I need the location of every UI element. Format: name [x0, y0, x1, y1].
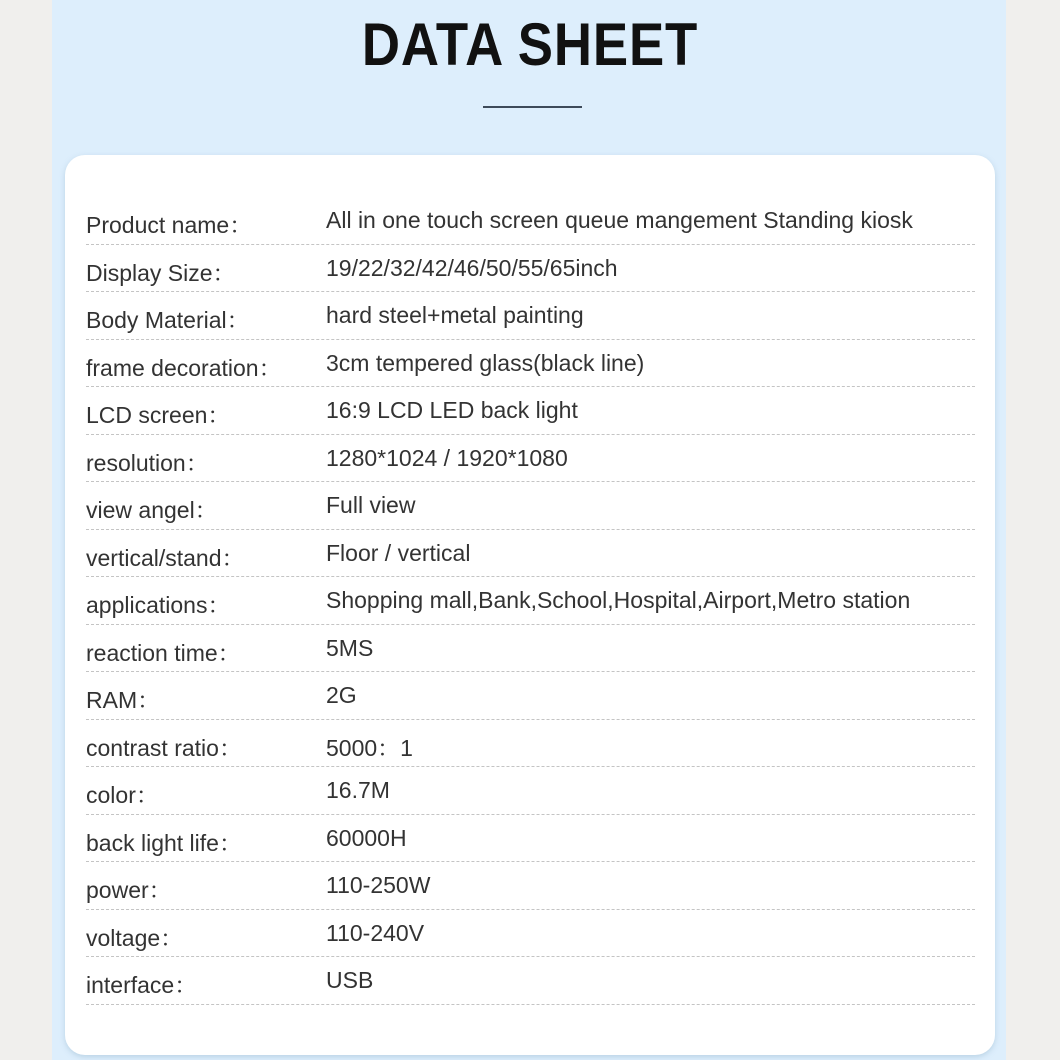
- spec-row: [86, 530, 975, 578]
- spec-row: [86, 387, 975, 435]
- spec-row: [86, 815, 975, 863]
- spec-label: color：: [86, 782, 159, 808]
- spec-table: [86, 197, 975, 1005]
- spec-value: 19/22/32/42/46/50/55/65inch: [326, 254, 618, 281]
- spec-value: 5000：1: [326, 734, 413, 761]
- spec-row: [86, 340, 975, 388]
- spec-label: Body Material：: [86, 307, 250, 333]
- spec-value: 110-240V: [326, 919, 425, 946]
- spec-label: vertical/stand：: [86, 544, 245, 571]
- spec-row: [86, 672, 975, 720]
- spec-label: resolution：: [86, 449, 209, 476]
- page-title: DATA SHEET: [361, 11, 699, 78]
- spec-label: RAM：: [86, 687, 161, 713]
- spec-label: reaction time：: [86, 639, 241, 666]
- spec-value: Floor / vertical: [326, 539, 471, 566]
- spec-label: voltage：: [86, 924, 184, 951]
- spec-label: interface：: [86, 972, 198, 998]
- spec-value: 5MS: [326, 634, 374, 661]
- spec-label: LCD screen：: [86, 402, 231, 428]
- spec-value: Full view: [326, 492, 416, 518]
- spec-row: [86, 292, 975, 340]
- spec-value: USB: [326, 967, 374, 993]
- spec-row: [86, 197, 975, 245]
- spec-value: 1280*1024 / 1920*1080: [326, 444, 568, 471]
- spec-row: [86, 767, 975, 815]
- spec-label: contrast ratio：: [86, 734, 242, 761]
- spec-value: All in one touch screen queue mangement Standing kiosk: [326, 207, 913, 233]
- spec-row: [86, 245, 975, 293]
- spec-value: Shopping mall,Bank,School,Hospital,Airport,Metro station: [326, 587, 911, 613]
- spec-label: Product name：: [86, 212, 253, 238]
- spec-row: [86, 720, 975, 768]
- spec-label: frame decoration：: [86, 354, 282, 381]
- spec-value: 60000H: [326, 824, 407, 851]
- spec-row: [86, 957, 975, 1005]
- spec-value: hard steel+metal painting: [326, 302, 584, 328]
- spec-value: 16:9 LCD LED back light: [326, 397, 578, 423]
- spec-value: 16.7M: [326, 777, 390, 803]
- spec-label: Display Size：: [86, 259, 236, 286]
- spec-value: 110-250W: [326, 872, 431, 898]
- spec-label: power：: [86, 877, 172, 903]
- spec-label: view angel：: [86, 497, 218, 523]
- spec-label: back light life：: [86, 829, 242, 856]
- spec-row: [86, 435, 975, 483]
- spec-row: [86, 625, 975, 673]
- spec-row: [86, 482, 975, 530]
- spec-value: 3cm tempered glass(black line): [326, 349, 645, 376]
- spec-row: [86, 577, 975, 625]
- spec-value: 2G: [326, 682, 357, 708]
- spec-row: [86, 862, 975, 910]
- title-underline: [483, 106, 582, 108]
- spec-label: applications：: [86, 592, 231, 618]
- spec-row: [86, 910, 975, 958]
